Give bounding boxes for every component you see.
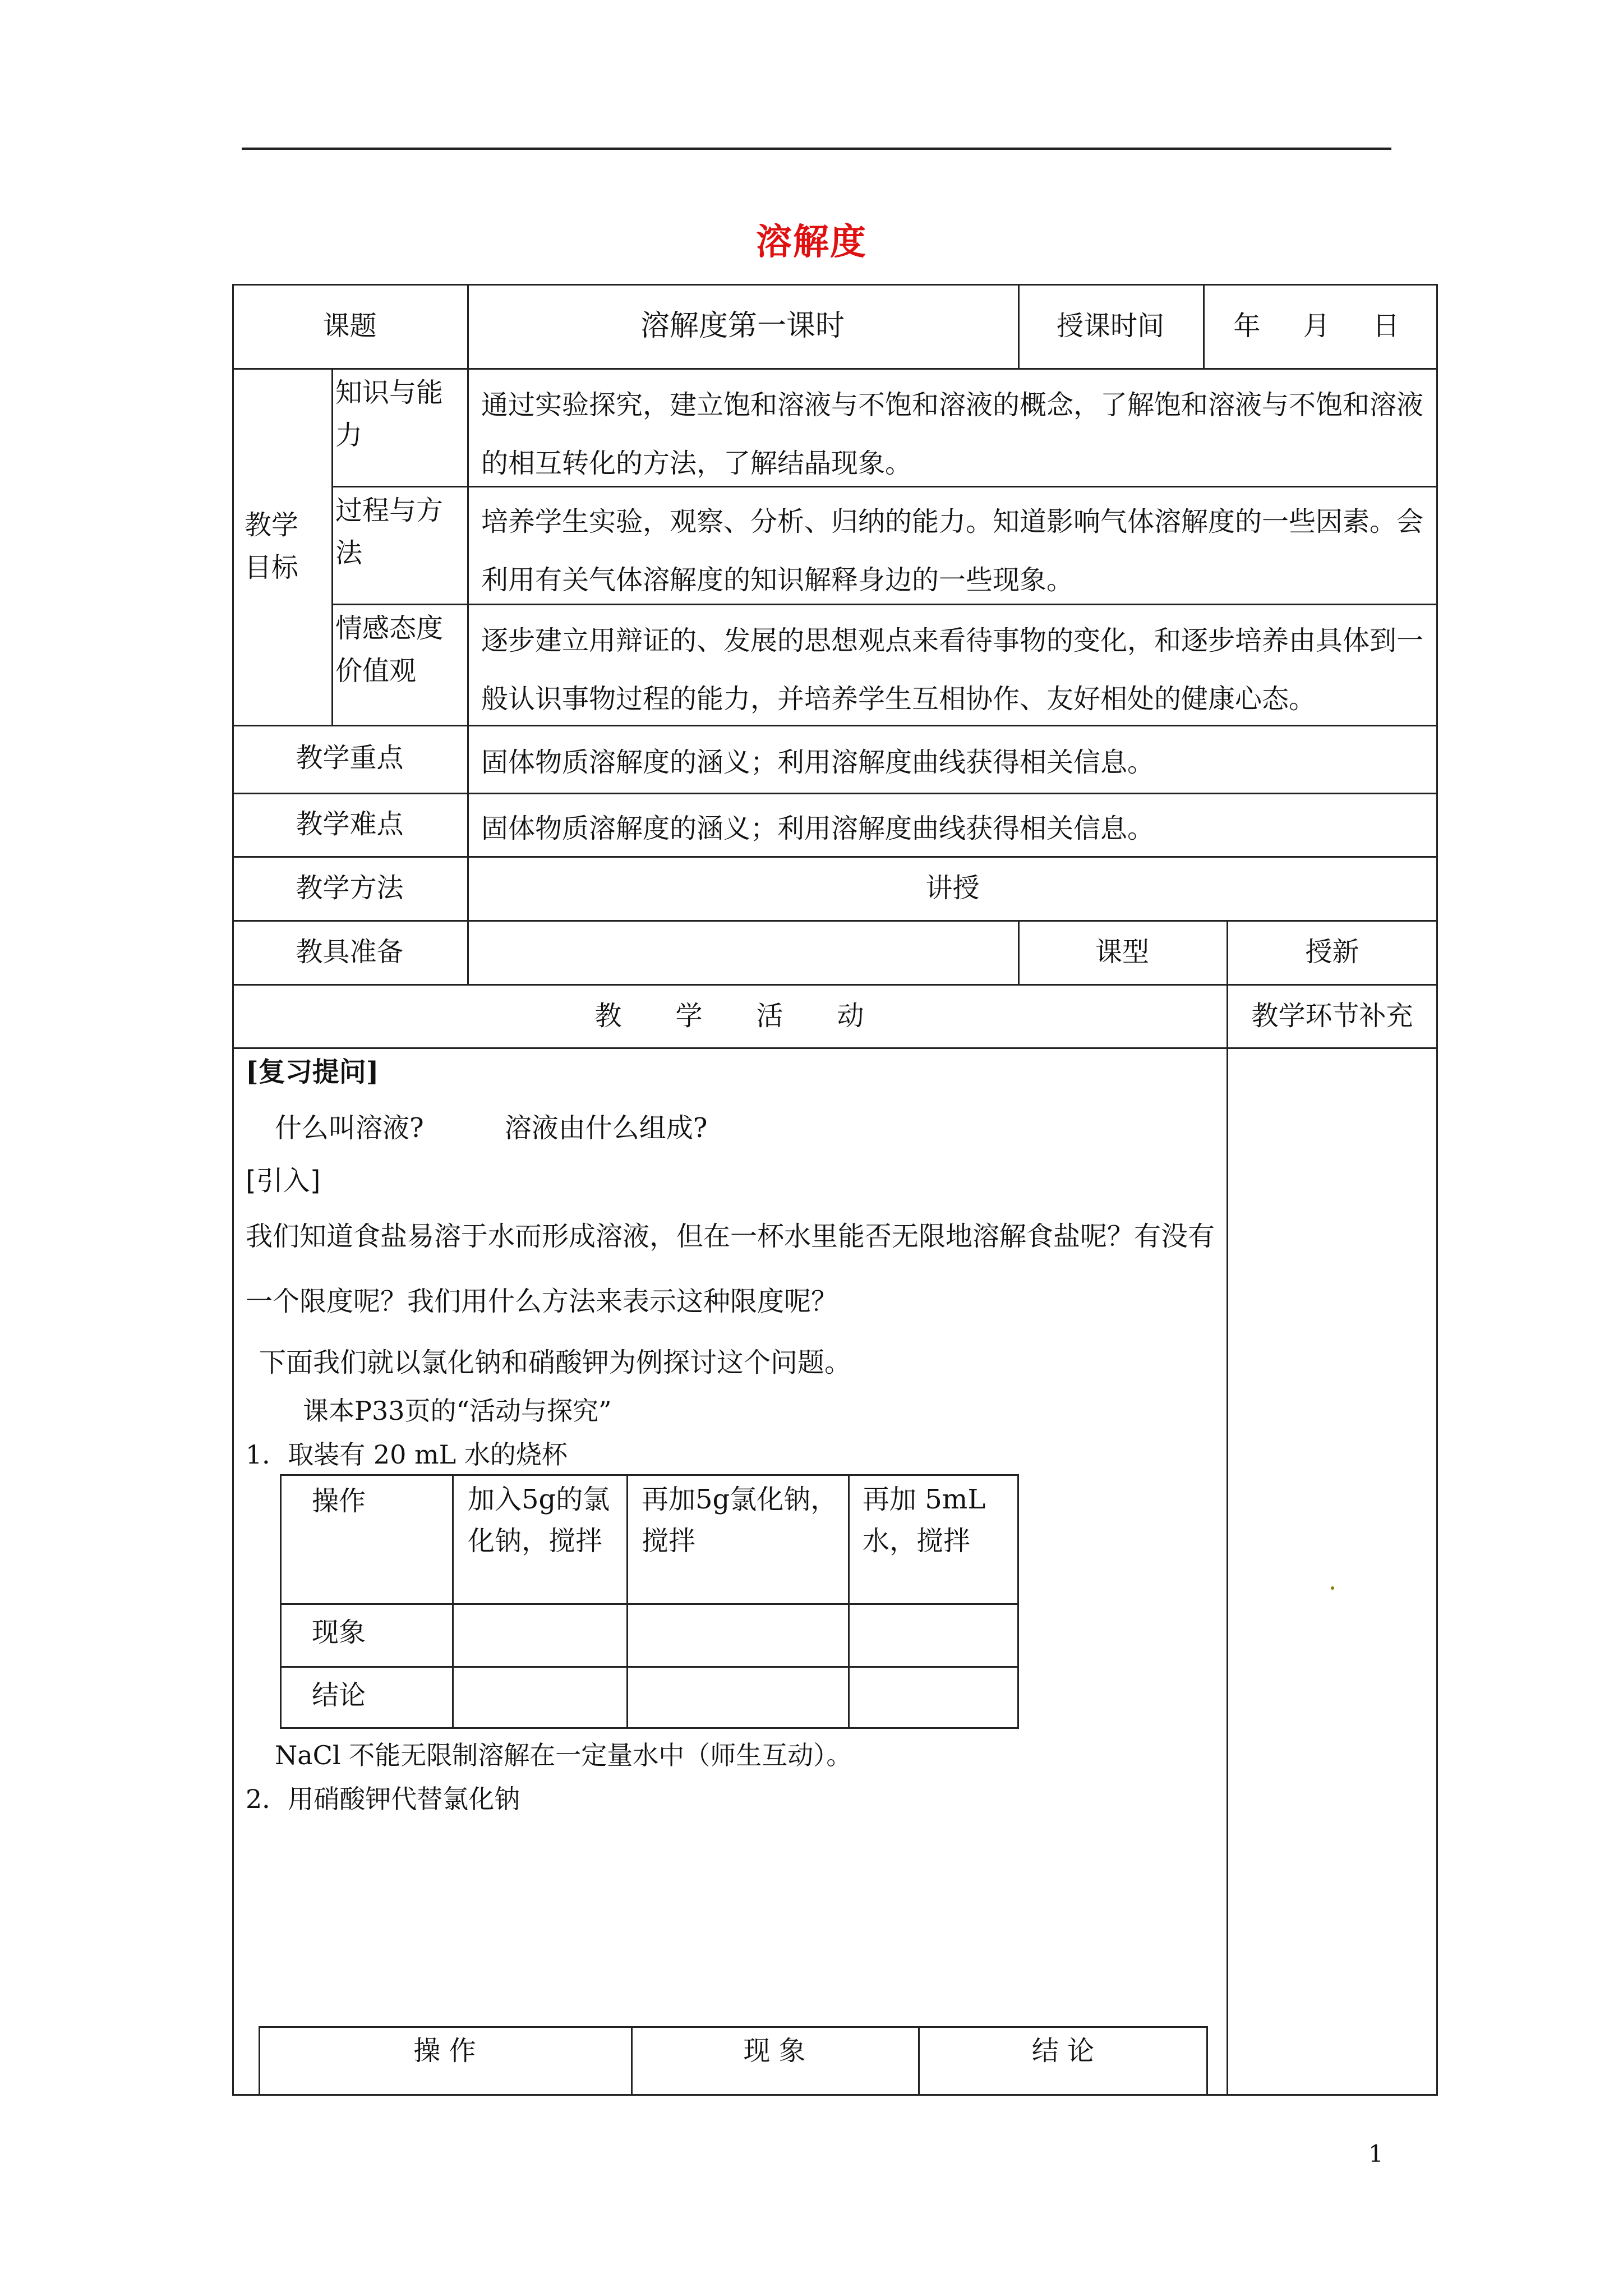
activity-title: 教 学 活 动 (594, 1000, 864, 1032)
row-divider (232, 1047, 1438, 1049)
header-rule (242, 148, 1391, 150)
row-divider (280, 1666, 1019, 1668)
col-divider (452, 1474, 454, 1729)
key-points-label: 教学重点 (296, 742, 404, 774)
topic-value: 溶解度第一课时 (640, 309, 845, 343)
tools-label: 教具准备 (296, 936, 404, 968)
table1-row-conclusion: 结论 (312, 1680, 366, 1711)
lesson-type-value: 授新 (1305, 936, 1359, 968)
row-divider (280, 1603, 1019, 1605)
table1-header-add-water: 再加 5mL 水，搅拌 (863, 1484, 986, 1557)
objective-process-name-2: 法 (335, 537, 363, 569)
document-title: 溶解度 (756, 222, 867, 263)
conclusion-1: NaCl 不能无限制溶解在一定量水中（师生互动）。 (275, 1740, 852, 1770)
time-value: 年 月 日 (1233, 310, 1408, 342)
objective-process-text: 培养学生实验，观察、分析、归纳的能力。知道影响气体溶解度的一些因素。会利用有关气体溶解度的知识解释身边的一些现象。 (481, 506, 1424, 596)
stray-mark (1331, 1586, 1334, 1590)
page-number: 1 (1368, 2140, 1384, 2168)
intro-text: 我们知道食盐易溶于水而形成溶液，但在一杯水里能否无限地溶解食盐呢？有没有一个限度呢？我们用什么方法来表示这种限度呢？ (246, 1221, 1215, 1317)
row-divider (232, 920, 1438, 922)
objectives-label-2: 目标 (245, 552, 299, 583)
row-divider (232, 856, 1438, 858)
objective-knowledge-name-1: 知识与能 (335, 377, 444, 408)
col-divider (1227, 920, 1228, 2096)
key-points-value: 固体物质溶解度的涵义；利用溶解度曲线获得相关信息。 (481, 747, 1155, 778)
col-divider (331, 368, 333, 725)
time-label: 授课时间 (1056, 310, 1164, 342)
table2-header-operation: 操 作 (413, 2035, 476, 2067)
method-value: 讲授 (925, 872, 980, 904)
objective-values-name-2: 价值观 (335, 655, 417, 687)
objective-knowledge-text: 通过实验探究，建立饱和溶液与不饱和溶液的概念，了解饱和溶液与不饱和溶液的相互转化的方法，了解结晶现象。 (481, 389, 1424, 479)
objectives-label-1: 教学 (245, 509, 299, 541)
step-2: 2．用硝酸钾代替氯化钠 (246, 1784, 520, 1814)
difficulties-label: 教学难点 (296, 808, 404, 840)
row-divider (232, 368, 1438, 370)
objective-knowledge-name-2: 力 (335, 420, 363, 451)
table2-header-conclusion: 结 论 (1031, 2035, 1095, 2067)
intro-title: [引入] (246, 1165, 321, 1197)
row-divider (232, 984, 1438, 986)
lesson-type-label: 课型 (1095, 936, 1149, 968)
objective-process-name-1: 过程与方 (335, 495, 444, 526)
table1-header-add-5g: 加入5g的氯化钠，搅拌 (468, 1484, 610, 1557)
textbook-reference: 课本P33页的“活动与探究” (303, 1396, 612, 1426)
row-divider (232, 793, 1438, 794)
review-title: [复习提问] (246, 1056, 379, 1088)
table1-header-operation: 操作 (312, 1485, 366, 1517)
topic-label: 课题 (322, 310, 377, 342)
table1-row-phenomenon: 现象 (312, 1617, 366, 1648)
table2-header-phenomenon: 现 象 (743, 2035, 806, 2067)
method-label: 教学方法 (296, 872, 404, 904)
supplement-title: 教学环节补充 (1251, 1000, 1413, 1032)
table1-header-add-5g-again: 再加5g氯化钠，搅拌 (642, 1484, 838, 1557)
objective-values-text: 逐步建立用辩证的、发展的思想观点来看待事物的变化，和逐步培养由具体到一般认识事物过程的能力，并培养学生互相协作、友好相处的健康心态。 (481, 625, 1424, 715)
review-question: 什么叫溶液? 溶液由什么组成? (275, 1112, 708, 1144)
intro-text-2: 下面我们就以氯化钠和硝酸钾为例探讨这个问题。 (259, 1347, 852, 1378)
objective-values-name-1: 情感态度 (335, 613, 444, 644)
difficulties-value: 固体物质溶解度的涵义；利用溶解度曲线获得相关信息。 (481, 813, 1155, 844)
col-divider (626, 1474, 628, 1729)
step-1: 1．取装有 20 mL 水的烧杯 (246, 1439, 568, 1470)
col-divider (848, 1474, 850, 1729)
